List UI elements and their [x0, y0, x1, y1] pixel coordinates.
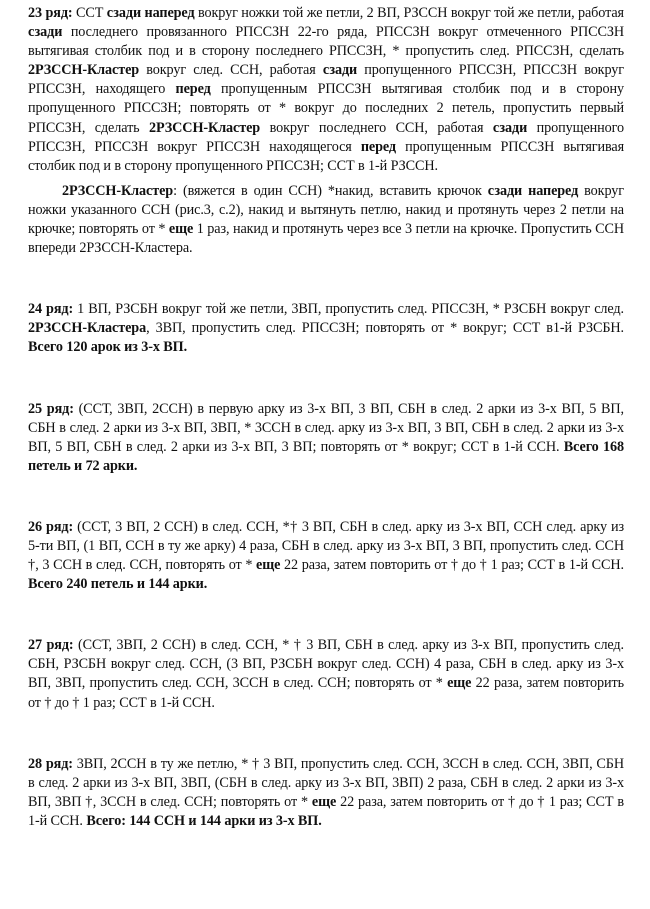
text-run: вокруг последнего ССН, работая — [260, 119, 493, 136]
bold-run: сзади — [322, 62, 358, 79]
bold-run: 2РЗССН-Кластер — [28, 62, 140, 79]
bold-run: 24 ряд: — [28, 301, 74, 318]
text-run: 3ВП, 2ССН в ту же петлю, * † 3 ВП, пропустить след. ССН, 3ССН в след. ССН, 3ВП, СБН в след. 2 арки из 3-х ВП, 3ВП, (СБН в след. арку из 3-х ВП, 3ВП) 2 раза, СБН в след. 2 арки из 3-х ВП, 3ВП †, 3ССН в след. ССН; повторять от * — [28, 755, 624, 810]
paragraph-row26 — [28, 518, 624, 594]
text-run: вокруг ножки указанного ССН (рис.3, с.2), накид и вытянуть петлю, накид и протянуть через 2 петли на крючке; повторять от * — [28, 182, 624, 238]
bold-run: еще — [168, 221, 194, 238]
text-run: вокруг ножки той же петли, 2 ВП, РЗССН вокруг той же петли, работая — [194, 5, 624, 21]
paragraph-row27 — [28, 636, 624, 712]
bold-run: сзади наперед — [106, 5, 195, 21]
text-run: (ССТ, 3 ВП, 2 ССН) в след. ССН, *† 3 ВП, СБН в след. арку из 3-х ВП, ССН след. арку из 5-ти ВП, (1 ВП, ССН в ту же арку) 4 раза, СБН в след. арку из 3-х ВП, 3 ВП, пропустить след. ССН †, 3 ССН в след. ССН, повторять от * — [28, 518, 624, 574]
paragraph-row28 — [28, 755, 624, 831]
text-run: 22 раза, затем повторить от † до † 1 раз; ССТ в 1-й ССН. — [28, 675, 624, 711]
paragraph-gap — [28, 713, 624, 755]
bold-run: 2РЗССН-Кластер — [62, 182, 174, 199]
paragraph-gap — [28, 358, 624, 400]
bold-run: еще — [447, 675, 472, 692]
text-run: пропущенного РПССЗН, РПССЗН вокруг РПССЗН, находящего — [28, 62, 624, 98]
bold-run: сзади — [28, 24, 63, 41]
paragraph-gap — [28, 594, 624, 636]
bold-run: Всего 240 петель и 144 арки. — [28, 576, 208, 593]
text-run: 22 раза, затем повторить от † до † 1 раз; ССТ в 1-й ССН. — [28, 793, 624, 829]
bold-run: 2РЗССН-Кластера — [28, 320, 147, 337]
paragraph-gap — [28, 258, 624, 300]
text-run: пропущенным РПССЗН вытягивая столбик под и в сторону пропущенного РПССЗН; ССТ в 1-й РЗССН. — [28, 138, 624, 174]
text-run: вокруг след. ССН, работая — [139, 62, 323, 79]
bold-run: 23 ряд: — [28, 5, 73, 21]
text-run: ССТ — [72, 5, 107, 21]
bold-run: 27 ряд: — [28, 637, 74, 654]
bold-run: Всего 120 арок из 3-х ВП. — [28, 339, 188, 356]
paragraph-row23 — [28, 4, 624, 176]
text-run: 1 раз, накид и протянуть через все 3 петли на крючке. Пропустить ССН впереди 2РЗССН-Кластера. — [28, 221, 624, 257]
bold-run: Всего: 144 ССН и 144 арки из 3-х ВП. — [86, 812, 322, 829]
text-run: 22 раза, затем повторить от † до † 1 раз; ССТ в 1-й ССН. — [280, 557, 625, 574]
bold-run: 25 ряд: — [28, 400, 74, 417]
text-run: , 3ВП, пропустить след. РПССЗН; повторять от * вокруг; ССТ в1-й РЗСБН. — [146, 320, 624, 337]
bold-run: перед — [360, 138, 396, 155]
text-run: (ССТ, 3ВП, 2ССН) в первую арку из 3-х ВП, 3 ВП, СБН в след. 2 арки из 3-х ВП, 5 ВП, СБН в след. 2 арки из 3-х ВП, 3ВП, * 3ССН в след. арку из 3-х ВП, 3 ВП, СБН в след. 2 арки из 3-х ВП, 5 ВП, СБН в след. 2 арки из 3-х ВП, 3 ВП; повторять от * вокруг; ССТ в 1-й ССН. — [28, 400, 624, 455]
bold-run: 2РЗССН-Кластер — [149, 119, 261, 136]
text-run: (ССТ, 3ВП, 2 ССН) в след. ССН, * † 3 ВП, СБН в след. арку из 3-х ВП, пропустить след. СБН, РЗСБН вокруг след. ССН, (3 ВП, РЗСБН вокруг след. ССН) 4 раза, СБН в след. арку из 3-х ВП, 3ВП, пропустить след. ССН, 3ССН в след. ССН; повторять от * — [28, 637, 624, 692]
text-run: пропущенного РПССЗН, РПССЗН вокруг РПССЗН находящегося — [28, 119, 624, 155]
bold-run: сзади наперед — [487, 182, 579, 199]
bold-run: сзади — [492, 119, 528, 136]
bold-run: 28 ряд: — [28, 755, 73, 772]
bold-run: перед — [175, 81, 211, 98]
paragraph-cluster-def — [28, 182, 624, 258]
text-run: последнего провязанного РПССЗН 22-го ряда, РПССЗН вокруг отмеченного РПССЗН вытягивая столбик под и в сторону последнего РПССЗН, * пропустить след. РПССЗН, сделать — [28, 24, 624, 60]
paragraph-row24 — [28, 300, 624, 357]
text-run: : (вяжется в один ССН) *накид, вставить крючок — [173, 182, 488, 199]
text-run: 1 ВП, РЗСБН вокруг той же петли, 3ВП, пропустить след. РПССЗН, * РЗСБН вокруг след. — [73, 301, 624, 318]
bold-run: 26 ряд: — [28, 518, 74, 535]
bold-run: еще — [256, 557, 281, 574]
text-run: пропущенным РПССЗН вытягивая столбик под и в сторону пропущенного РПССЗН; повторять от * вокруг до последних 2 петель, пропустить первый РПССЗН, сделать — [28, 81, 624, 136]
paragraph-row25 — [28, 400, 624, 476]
bold-run: еще — [311, 793, 337, 810]
bold-run: Всего 168 петель и 72 арки. — [28, 438, 625, 474]
paragraph-gap — [28, 476, 624, 518]
